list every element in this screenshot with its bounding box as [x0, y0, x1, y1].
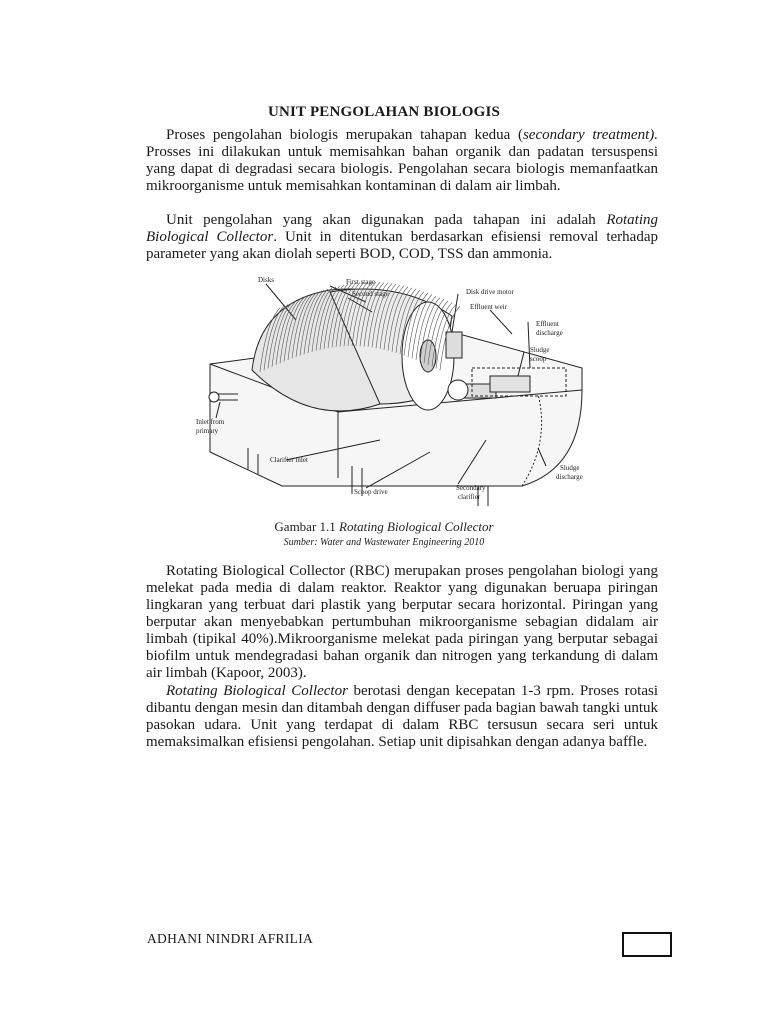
footer-author: ADHANI NINDRI AFRILIA — [147, 931, 314, 946]
italic-term: Rotating Biological Collector — [146, 212, 658, 245]
paragraph-intro — [146, 127, 658, 195]
label-disks: Disks — [258, 276, 274, 284]
label-effluent-weir: Effluent weir — [470, 303, 507, 311]
figure-source: Sumber: Water and Wastewater Engineering 2010 — [283, 537, 485, 548]
label-sludge-scoop: Sludge — [530, 346, 550, 354]
document-title: UNIT PENGOLAHAN BIOLOGIS — [267, 104, 501, 120]
paragraph-text: Proses pengolahan biologis merupakan tahapan kedua ( — [166, 127, 523, 143]
figure-caption — [0, 519, 768, 535]
italic-term: Rotating Biological Collector — [166, 683, 348, 699]
paragraph-text: Rotating Biological Collector (RBC) merupakan proses pengolahan biologi yang melekat pada media di dalam reaktor. Reaktor yang digunakan beruapa piringan lingkaran yang terbuat dari plastik yang berputar secara horizontal. Piringan yang berputar akan menyebabkan pertumbuhan mikroorganisme sebagian didalam air limbah (tipikal 40%).Mikroorganisme melekat pada piringan yang berputar sebagai biofilm untuk mendegradasi bahan organik dan nitrogen yang terkandung di dalam air limbah (Kapoor, 2003). — [146, 563, 658, 681]
rbc-diagram — [190, 272, 594, 508]
caption-prefix: Gambar 1.1 — [274, 519, 340, 534]
label-sludge-discharge: discharge — [556, 473, 583, 481]
label-effluent-discharge: discharge — [536, 329, 563, 337]
label-disk-drive-motor: Disk drive motor — [466, 288, 514, 296]
paragraph-rbc — [146, 563, 658, 682]
paragraph-text: Prosses ini dilakukan untuk memisahkan bahan organik dan padatan tersuspensi yang dapat di degradasi secara biologis. Pengolahan secara biologis memanfaatkan mikroorganisme untuk memisahkan kontaminan di dalam air limbah. — [146, 144, 658, 194]
paragraph-unit — [146, 212, 658, 263]
label-inlet: primary — [196, 427, 219, 435]
paragraph-text: Unit pengolahan yang akan digunakan pada tahapan ini adalah — [166, 212, 607, 228]
italic-term: secondary treatment). — [522, 127, 658, 143]
label-scoop-drive: Scoop drive — [354, 488, 388, 496]
paragraph-rotation — [146, 683, 658, 751]
label-first-stage: First stage — [346, 278, 375, 286]
page-number-box — [622, 932, 672, 957]
paragraph-text: berotasi dengan kecepatan 1-3 rpm. Proses rotasi dibantu dengan mesin dan ditambah dengan diffuser pada bagian bawah tangki untuk pasokan udara. Unit yang terdapat di dalam RBC tersusun secara seri untuk memaksimalkan efisiensi pengolahan. Setiap unit dipisahkan dengan adanya baffle. — [146, 683, 658, 750]
label-clarifier-inlet: Clarifier inlet — [270, 456, 308, 464]
label-effluent-discharge: Effluent — [536, 320, 559, 328]
caption-title: Rotating Biological Collector — [339, 519, 494, 534]
paragraph-text: . Unit in ditentukan berdasarkan efisiensi removal terhadap parameter yang akan diolah seperti BOD, COD, TSS dan ammonia. — [146, 229, 658, 262]
label-secondary-clarifier: clarifier — [458, 493, 481, 501]
label-sludge-discharge: Sludge — [560, 464, 580, 472]
label-inlet: Inlet from — [196, 418, 225, 426]
label-secondary-clarifier: Secondary — [456, 484, 486, 492]
rbc-figure — [190, 272, 594, 508]
label-second-stage: Second stage — [352, 290, 389, 298]
label-sludge-scoop: scoop — [530, 355, 547, 363]
